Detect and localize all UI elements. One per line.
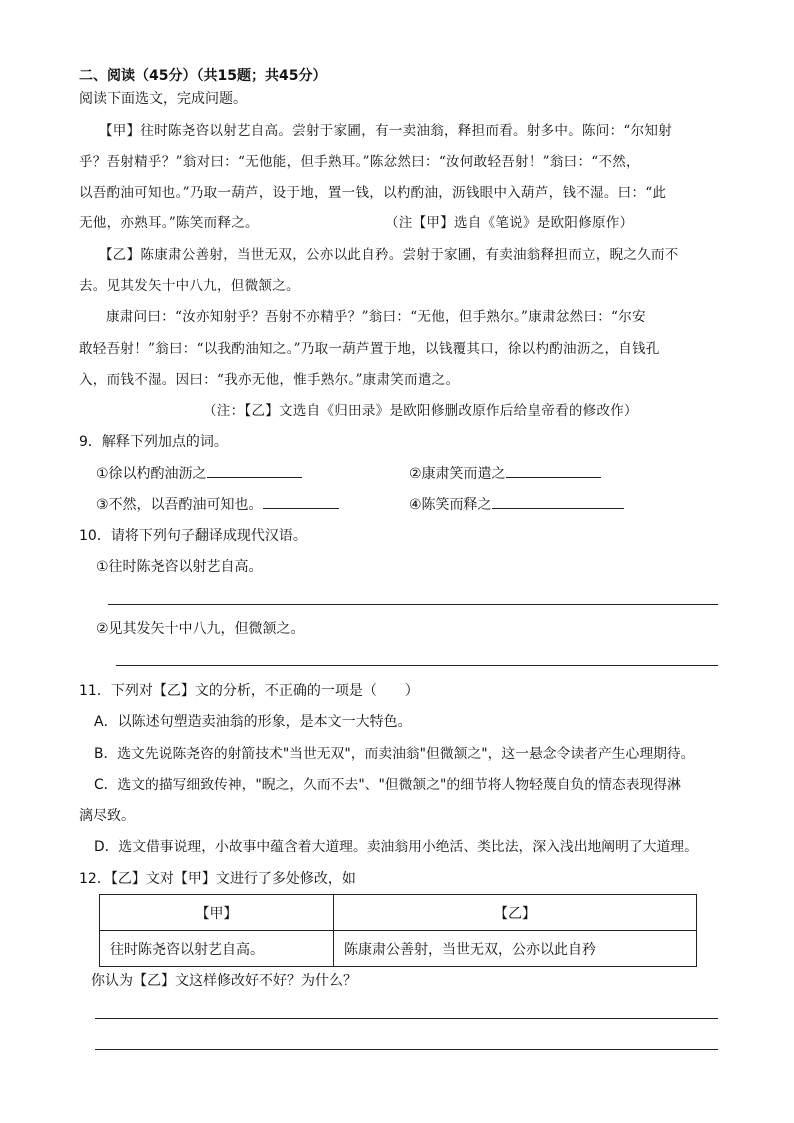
q11-option-c-cont: 漓尽致。 bbox=[79, 808, 135, 824]
passage-yi-line-1: 【乙】陈康肃公善射，当世无双，公亦以此自矜。尝射于家圃，有卖油翁释担而立，睨之久而不 bbox=[99, 247, 679, 263]
q12-answer-line-1[interactable] bbox=[95, 1018, 718, 1019]
table-cell-jia: 往时陈尧咨以射艺自高。 bbox=[100, 931, 334, 967]
q12-answer-line-2[interactable] bbox=[95, 1049, 718, 1050]
table-header-yi: 【乙】 bbox=[334, 895, 697, 931]
q12-comparison-table bbox=[99, 894, 697, 967]
q9-item-1: ①徐以杓酌油沥之 bbox=[96, 463, 302, 484]
passage-jia-note: （注【甲】选自《笔说》是欧阳修原作） bbox=[385, 215, 634, 231]
section-instruction: 阅读下面选文，完成问题。 bbox=[79, 91, 247, 107]
q10-answer-line-2[interactable] bbox=[116, 665, 718, 666]
q11-option-d[interactable]: D．选文借事说理，小故事中蕴含着大道理。卖油翁用小绝活、类比法，深入浅出地阐明了大道理。 bbox=[94, 839, 698, 855]
q10-item-2: ②见其发矢十中八九，但微颔之。 bbox=[96, 621, 305, 637]
q11-option-c[interactable]: C．选文的描写细致传神，"睨之，久而不去"、"但微颔之"的细节将人物轻蔑自负的情态表现得淋 bbox=[94, 777, 681, 793]
passage-yi-line-3: 康肃问曰：“汝亦知射乎？吾射不亦精乎？”翁曰：“无他，但手熟尔。”康肃忿然曰：“尔安 bbox=[106, 309, 646, 325]
passage-jia-line-4: 无他，亦熟耳。”陈笑而释之。 bbox=[79, 215, 259, 231]
passage-yi-line-4: 敢轻吾射！”翁曰：“以我酌油知之。”乃取一葫芦置于地，以钱覆其口，徐以杓酌油沥之，自钱孔 bbox=[79, 341, 660, 357]
q10-stem: 10．请将下列句子翻译成现代汉语。 bbox=[79, 528, 307, 544]
q9-answer-blank-1[interactable] bbox=[207, 463, 302, 478]
q10-item-1: ①往时陈尧咨以射艺自高。 bbox=[96, 559, 263, 575]
q11-option-a[interactable]: A．以陈述句塑造卖油翁的形象，是本文一大特色。 bbox=[94, 714, 412, 730]
table-cell-yi: 陈康肃公善射，当世无双，公亦以此自矜 bbox=[334, 931, 697, 967]
table-header-jia: 【甲】 bbox=[100, 895, 334, 931]
q9-answer-blank-4[interactable] bbox=[492, 494, 624, 509]
q11-option-b[interactable]: B．选文先说陈尧咨的射箭技术"当世无双"，而卖油翁"但微颔之"，这一悬念令读者产生心理期待。 bbox=[94, 746, 695, 762]
section-title: 二、阅读（45分）（共15题；共45分） bbox=[79, 68, 327, 84]
passage-jia-line-2: 乎？吾射精乎？”翁对曰：“无他能，但手熟耳。”陈忿然曰：“汝何敢轻吾射！”翁曰：“不然， bbox=[79, 154, 640, 170]
q12-stem: 12．【乙】文对【甲】文进行了多处修改，如 bbox=[79, 871, 356, 887]
q11-stem: 11．下列对【乙】文的分析，不正确的一项是（ ） bbox=[79, 683, 419, 699]
q10-answer-line-1[interactable] bbox=[108, 604, 718, 605]
q9-item-3: ③不然，以吾酌油可知也。 bbox=[96, 494, 339, 515]
passage-jia-line-3: 以吾酌油可知也。”乃取一葫芦，设于地，置一钱，以杓酌油，沥钱眼中入葫芦，钱不湿。曰：“此 bbox=[79, 185, 667, 201]
q9-answer-blank-2[interactable] bbox=[506, 463, 601, 478]
q9-stem: 9．解释下列加点的词。 bbox=[79, 434, 228, 450]
passage-yi-line-2: 去。见其发矢十中八九，但微颔之。 bbox=[79, 278, 300, 294]
q9-answer-blank-3[interactable] bbox=[263, 494, 339, 509]
q12-question: 你认为【乙】文这样修改好不好？为什么？ bbox=[91, 973, 357, 989]
passage-yi-line-5: 入，而钱不湿。因曰：“我亦无他，惟手熟尔。”康肃笑而遣之。 bbox=[79, 372, 460, 388]
q9-item-4: ④陈笑而释之 bbox=[409, 494, 624, 515]
passage-jia-line-1: 【甲】往时陈尧咨以射艺自高。尝射于家圃，有一卖油翁，释担而看。射多中。陈问：“尔知射 bbox=[99, 123, 672, 139]
q9-item-2: ②康肃笑而遣之 bbox=[409, 463, 601, 484]
passage-yi-note: （注：【乙】文选自《归田录》是欧阳修删改原作后给皇帝看的修改作） bbox=[203, 403, 638, 419]
